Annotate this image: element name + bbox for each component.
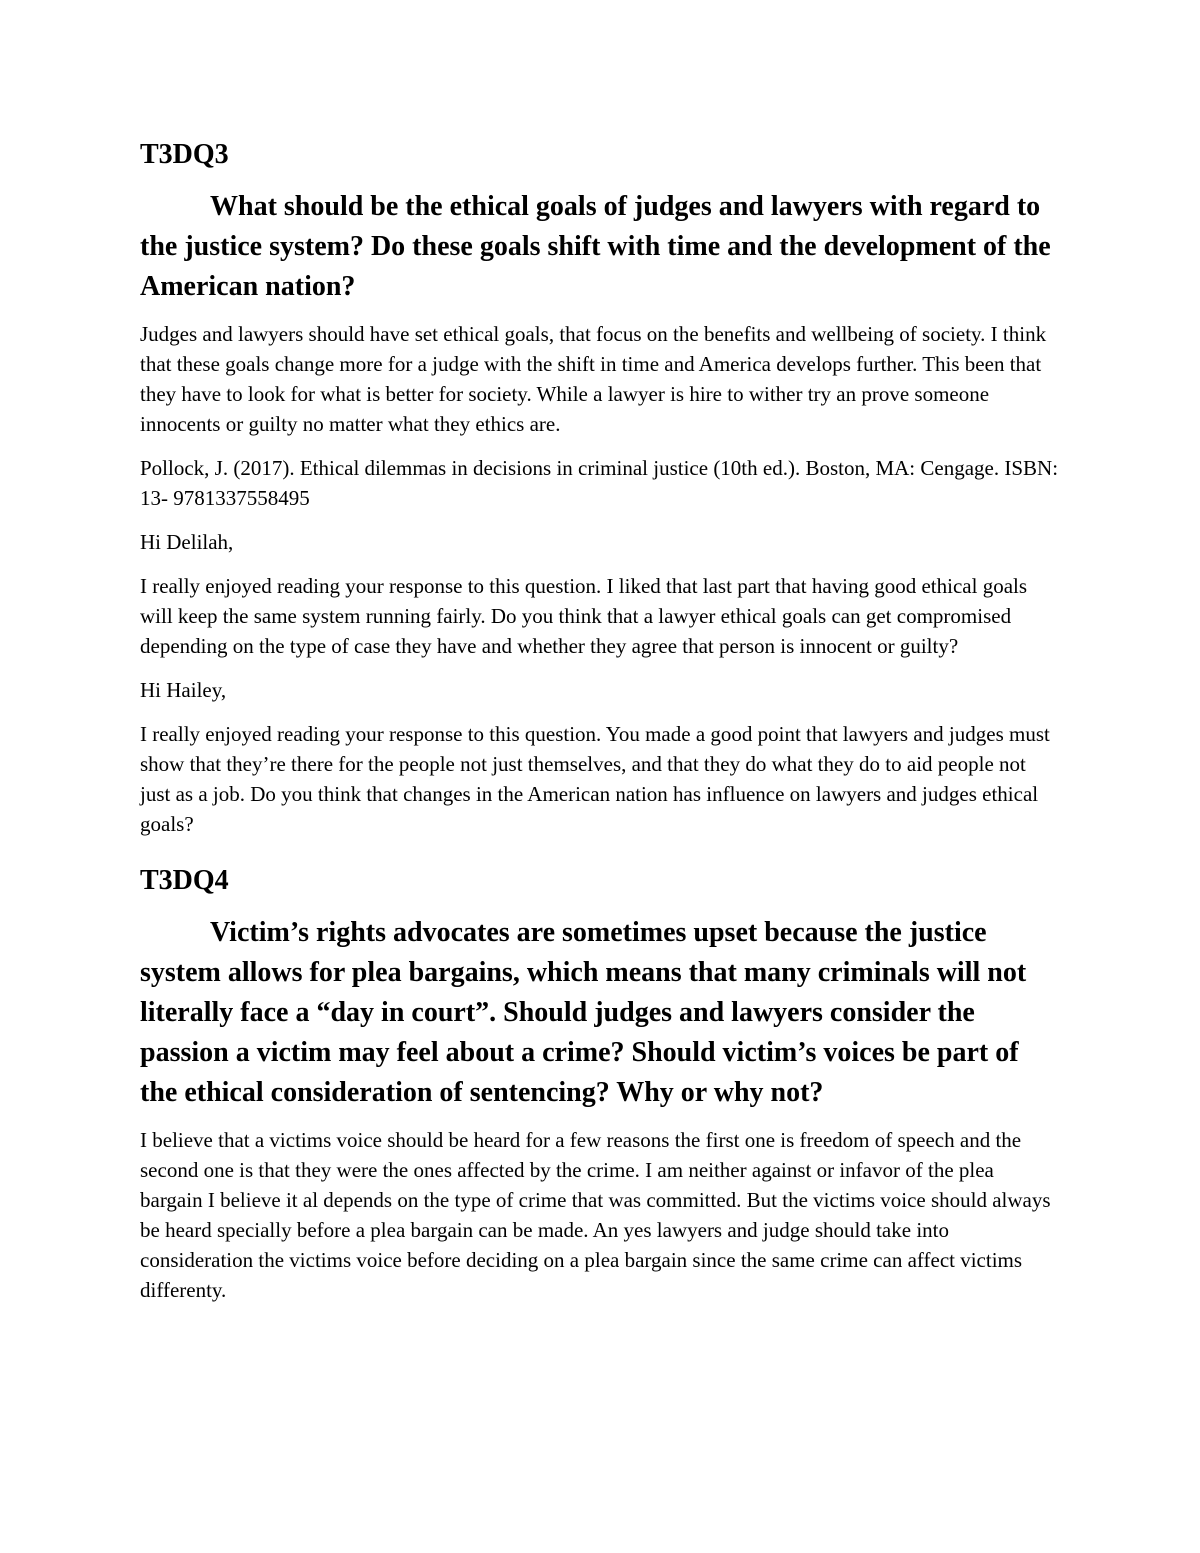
section-heading: T3DQ3 [140, 139, 229, 170]
answer-paragraph: Judges and lawyers should have set ethical goals, that focus on the benefits and wellbeing of society. I think that these goals change more for a judge with the shift in time and America develops further. This been that they have to look for what is better for society. While a lawyer is hire to wither try an prove someone innocents or guilty no matter what they ethics are. [140, 322, 1047, 436]
answer-paragraph: I believe that a victims voice should be heard for a few reasons the first one is freedom of speech and the second one is that they were the ones affected by the crime. I am neither against or infavor of the plea bargain I believe it al depends on the type of crime that was committed. But the victims voice should always be heard specially before a plea bargain can be made. An yes lawyers and judge should take into consideration the victims voice before deciding on a plea bargain since the same crime can affect victims differenty. [140, 1128, 1051, 1302]
reference-citation: Pollock, J. (2017). Ethical dilemmas in decisions in criminal justice (10th ed.). Boston, MA: Cengage. ISBN: 13- 9781337558495 [140, 456, 1059, 510]
section-t3dq3 [140, 135, 1060, 839]
discussion-question: Victim’s rights advocates are sometimes upset because the justice system allows for plea bargains, which means that many criminals will not literally face a “day in court”. Should judges and lawyers consider the passion a victim may feel about a crime? Should victim’s voices be part of the ethical consideration of sentencing? Why or why not? [140, 917, 1027, 1108]
section-t3dq4 [140, 861, 1060, 1305]
reply-greeting: Hi Delilah, [140, 530, 234, 554]
reply-body: I really enjoyed reading your response to this question. I liked that last part that having good ethical goals will keep the same system running fairly. Do you think that a lawyer ethical goals can get compromised depending on the type of case they have and whether they agree that person is innocent or guilty? [140, 574, 1028, 658]
document-page [140, 135, 1060, 1319]
discussion-question: What should be the ethical goals of judges and lawyers with regard to the justice system? Do these goals shift with time and the development of the American nation? [140, 191, 1051, 302]
reply-greeting: Hi Hailey, [140, 678, 227, 702]
section-heading: T3DQ4 [140, 865, 229, 896]
reply-body: I really enjoyed reading your response to this question. You made a good point that lawyers and judges must show that they’re there for the people not just themselves, and that they do what they do to aid people not just as a job. Do you think that changes in the American nation has influence on lawyers and judges ethical goals? [140, 722, 1050, 836]
